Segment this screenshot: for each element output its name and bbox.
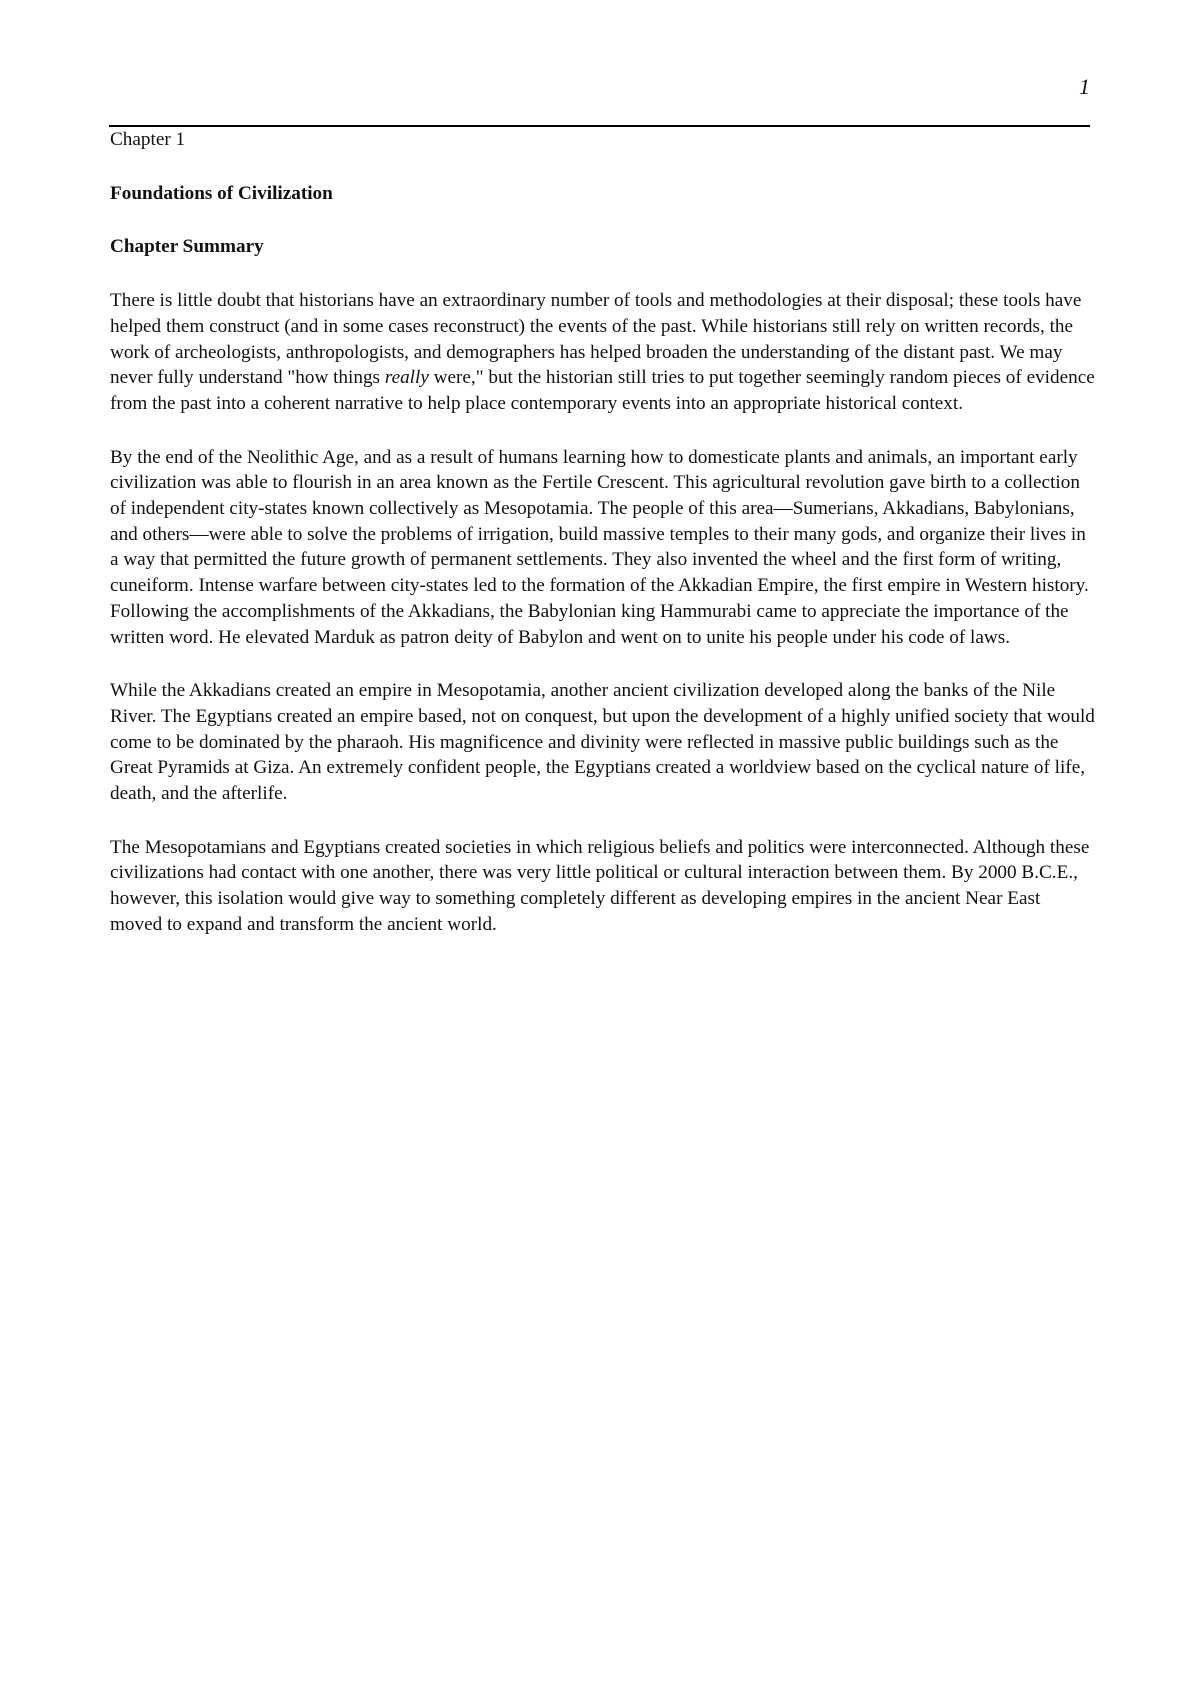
page-content xyxy=(110,127,1095,966)
paragraph-1-text-start: There is little doubt that historians have an extraordinary number of tools and methodologies at their disposal; these tools have helped them construct (and in some cases reconstruct) the events of the past. While historians still rely on written records, the work of archeologists, anthropologists, and demographers has helped broaden the understanding of the distant past. We may never fully understand "how things xyxy=(110,290,1082,389)
emphasis-really: really xyxy=(384,367,429,389)
paragraph-4: The Mesopotamians and Egyptians created societies in which religious beliefs and politics were interconnected. Although these civilizations had contact with one another, there was very little political or cultural interaction between them. By 2000 B.C.E., however, this isolation would give way to something completely different as developing empires in the ancient Near East moved to expand and transform the ancient world. xyxy=(110,836,1090,935)
section-heading: Chapter Summary xyxy=(110,236,264,258)
paragraph-3: While the Akkadians created an empire in Mesopotamia, another ancient civilization developed along the banks of the Nile River. The Egyptians created an empire based, not on conquest, but upon the development of a highly unified society that would come to be dominated by the pharaoh. His magnificence and divinity were reflected in massive public buildings such as the Great Pyramids at Giza. An extremely confident people, the Egyptians created a worldview based on the cyclical nature of life, death, and the afterlife. xyxy=(110,680,1095,805)
paragraph-1-text-end: were," but the historian still tries to put together seemingly random pieces of evidence from the past into a coherent narrative to help place contemporary events into an appropriate historical context. xyxy=(110,367,1095,414)
page-number: 1 xyxy=(1079,74,1090,99)
chapter-title: Foundations of Civilization xyxy=(110,182,333,204)
paragraph-1 xyxy=(110,288,1095,417)
paragraph-2: By the end of the Neolithic Age, and as a result of humans learning how to domesticate plants and animals, an important early civilization was able to flourish in an area known as the Fertile Crescent. This agricultural revolution gave birth to a collection of independent city-states known collectively as Mesopotamia. The people of this area—Sumerians, Akkadians, Babylonians, and others—were able to solve the problems of irrigation, build massive temples to their many gods, and organize their lives in a way that permitted the future growth of permanent settlements. They also invented the wheel and the first form of writing, cuneiform. Intense warfare between city-states led to the formation of the Akkadian Empire, the first empire in Western history. Following the accomplishments of the Akkadians, the Babylonian king Hammurabi came to appreciate the importance of the written word. He elevated Marduk as patron deity of Babylon and went on to unite his people under his code of laws. xyxy=(110,446,1089,648)
chapter-label: Chapter 1 xyxy=(110,129,186,150)
